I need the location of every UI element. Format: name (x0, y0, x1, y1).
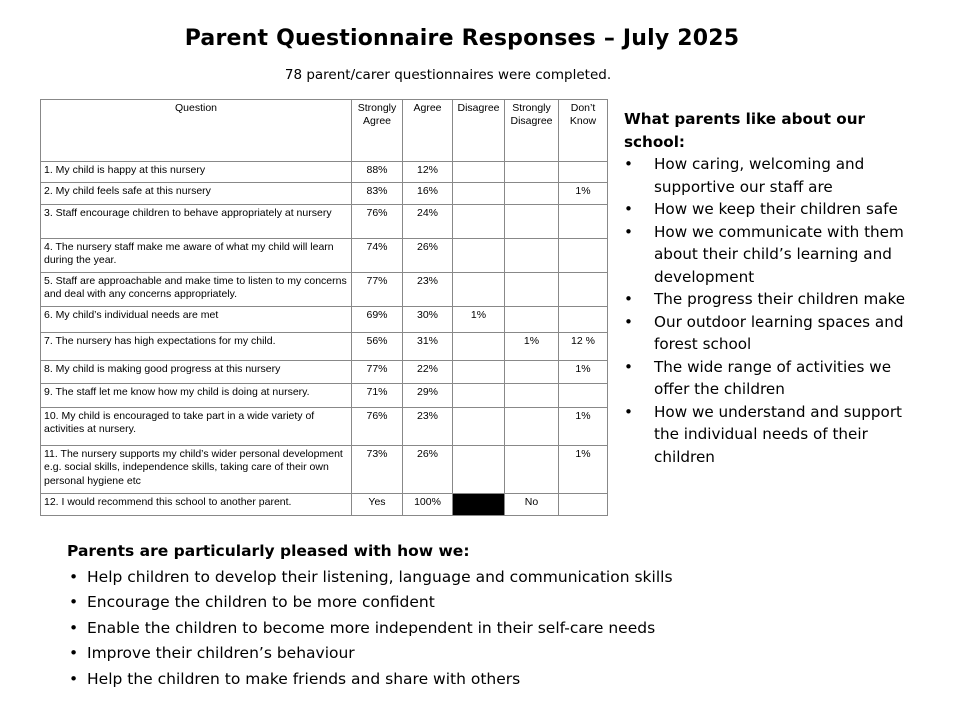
value-cell (453, 239, 505, 273)
bullet-icon: • (624, 222, 633, 241)
bullet-icon: • (69, 669, 79, 688)
bullet-icon: • (624, 402, 633, 421)
bullet-icon: • (624, 312, 633, 331)
column-header: Disagree (453, 100, 505, 162)
value-cell (453, 384, 505, 408)
value-cell: 77% (352, 273, 403, 307)
value-cell: 30% (403, 307, 453, 333)
bullet-icon: • (69, 644, 79, 662)
question-cell: 2. My child feels safe at this nursery (41, 183, 352, 205)
table-header-row (41, 100, 608, 162)
value-cell: 1% (559, 446, 608, 494)
value-cell (453, 205, 505, 239)
list-item (67, 667, 827, 693)
list-item-text: Enable the children to become more independent in their self-care needs (87, 618, 656, 637)
list-item (624, 153, 914, 198)
question-cell: 8. My child is making good progress at this nursery (41, 361, 352, 384)
value-cell: 69% (352, 307, 403, 333)
yes-label-cell: Yes (352, 494, 403, 516)
bullet-icon: • (624, 357, 633, 376)
value-cell (505, 361, 559, 384)
question-cell: 10. My child is encouraged to take part in a wide variety of activities at nursery. (41, 408, 352, 446)
pleased-list (67, 565, 827, 693)
value-cell: 1% (559, 408, 608, 446)
value-cell (505, 162, 559, 183)
value-cell (559, 162, 608, 183)
question-cell: 5. Staff are approachable and make time to listen to my concerns and deal with any concerns appropriately. (41, 273, 352, 307)
value-cell: 56% (352, 333, 403, 361)
value-cell: 1% (559, 183, 608, 205)
no-label-cell: No (505, 494, 559, 516)
bullet-icon: • (69, 593, 79, 611)
question-cell: 1. My child is happy at this nursery (41, 162, 352, 183)
question-cell: 7. The nursery has high expectations for my child. (41, 333, 352, 361)
list-item-text: How we understand and support the individual needs of their children (654, 402, 903, 466)
value-cell: 1% (505, 333, 559, 361)
value-cell (505, 239, 559, 273)
value-cell: 76% (352, 408, 403, 446)
value-cell (453, 162, 505, 183)
list-item (67, 641, 827, 667)
list-item-text: How caring, welcoming and supportive our staff are (654, 155, 865, 196)
value-cell: 22% (403, 361, 453, 384)
value-cell (505, 273, 559, 307)
value-cell (559, 384, 608, 408)
value-cell (453, 183, 505, 205)
list-item (624, 401, 914, 469)
value-cell: 76% (352, 205, 403, 239)
question-cell: 6. My child’s individual needs are met (41, 307, 352, 333)
column-header: Strongly Disagree (505, 100, 559, 162)
page-title: Parent Questionnaire Responses – July 2025 (184, 26, 740, 51)
value-cell (505, 408, 559, 446)
likes-panel (624, 108, 914, 468)
value-cell: 26% (403, 446, 453, 494)
value-cell: 16% (403, 183, 453, 205)
empty-cell (559, 494, 608, 516)
value-cell: 12 % (559, 333, 608, 361)
value-cell: 24% (403, 205, 453, 239)
value-cell: 71% (352, 384, 403, 408)
table-row (41, 384, 608, 408)
list-item-text: How we communicate with them about their child’s learning and development (654, 222, 904, 286)
bullet-icon: • (69, 618, 79, 637)
question-cell: 3. Staff encourage children to behave appropriately at nursery (41, 205, 352, 239)
bullet-icon: • (624, 155, 633, 173)
value-cell: 29% (403, 384, 453, 408)
value-cell: 88% (352, 162, 403, 183)
list-item (67, 590, 827, 616)
yes-value-cell: 100% (403, 494, 453, 516)
value-cell: 23% (403, 273, 453, 307)
list-item (624, 288, 914, 311)
table-row (41, 162, 608, 183)
question-cell: 4. The nursery staff make me aware of what my child will learn during the year. (41, 239, 352, 273)
list-item (67, 565, 827, 591)
value-cell: 77% (352, 361, 403, 384)
bullet-icon: • (624, 200, 633, 218)
table-row (41, 239, 608, 273)
value-cell (453, 361, 505, 384)
bullet-icon: • (624, 290, 633, 308)
pleased-section (67, 539, 827, 692)
table-row (41, 446, 608, 494)
table-row (41, 307, 608, 333)
question-cell: 9. The staff let me know how my child is doing at nursery. (41, 384, 352, 408)
blacked-out-cell (453, 494, 505, 516)
list-item (624, 221, 914, 289)
value-cell (505, 307, 559, 333)
table-row (41, 205, 608, 239)
value-cell (505, 183, 559, 205)
question-cell: 12. I would recommend this school to another parent. (41, 494, 352, 516)
value-cell (505, 205, 559, 239)
value-cell: 74% (352, 239, 403, 273)
value-cell (559, 273, 608, 307)
column-header: Strongly Agree (352, 100, 403, 162)
value-cell: 1% (559, 361, 608, 384)
value-cell (559, 205, 608, 239)
value-cell (453, 446, 505, 494)
table-row-recommend (41, 494, 608, 516)
table-row (41, 333, 608, 361)
list-item-text: The progress their children make (654, 290, 906, 308)
pleased-heading: Parents are particularly pleased with how we: (67, 542, 470, 560)
table-row (41, 183, 608, 205)
list-item (624, 198, 914, 221)
likes-list (624, 153, 914, 468)
value-cell (559, 239, 608, 273)
column-header: Agree (403, 100, 453, 162)
value-cell: 31% (403, 333, 453, 361)
list-item-text: Help children to develop their listening, language and communication skills (87, 567, 673, 586)
list-item-text: Help the children to make friends and share with others (87, 669, 521, 688)
column-header: Question (41, 100, 352, 162)
value-cell: 1% (453, 307, 505, 333)
question-cell: 11. The nursery supports my child’s wider personal development e.g. social skills, independence skills, taking care of their own personal hygiene etc (41, 446, 352, 494)
value-cell: 26% (403, 239, 453, 273)
value-cell: 83% (352, 183, 403, 205)
bullet-icon: • (69, 567, 79, 586)
list-item-text: Encourage the children to be more confident (87, 593, 435, 611)
table-row (41, 273, 608, 307)
questionnaire-table (40, 99, 608, 516)
value-cell (453, 333, 505, 361)
value-cell: 12% (403, 162, 453, 183)
likes-heading: What parents like about our school: (624, 110, 866, 151)
list-item-text: Our outdoor learning spaces and forest school (654, 312, 904, 353)
value-cell (453, 273, 505, 307)
value-cell (559, 307, 608, 333)
value-cell: 23% (403, 408, 453, 446)
table-row (41, 361, 608, 384)
list-item (67, 616, 827, 642)
value-cell (505, 446, 559, 494)
value-cell (453, 408, 505, 446)
list-item-text: Improve their children’s behaviour (87, 644, 355, 662)
list-item-text: How we keep their children safe (654, 200, 898, 218)
value-cell: 73% (352, 446, 403, 494)
list-item-text: The wide range of activities we offer the children (654, 357, 892, 398)
value-cell (505, 384, 559, 408)
table-row (41, 408, 608, 446)
list-item (624, 356, 914, 401)
page-subtitle: 78 parent/carer questionnaires were completed. (284, 67, 612, 83)
column-header: Don’t Know (559, 100, 608, 162)
list-item (624, 311, 914, 356)
